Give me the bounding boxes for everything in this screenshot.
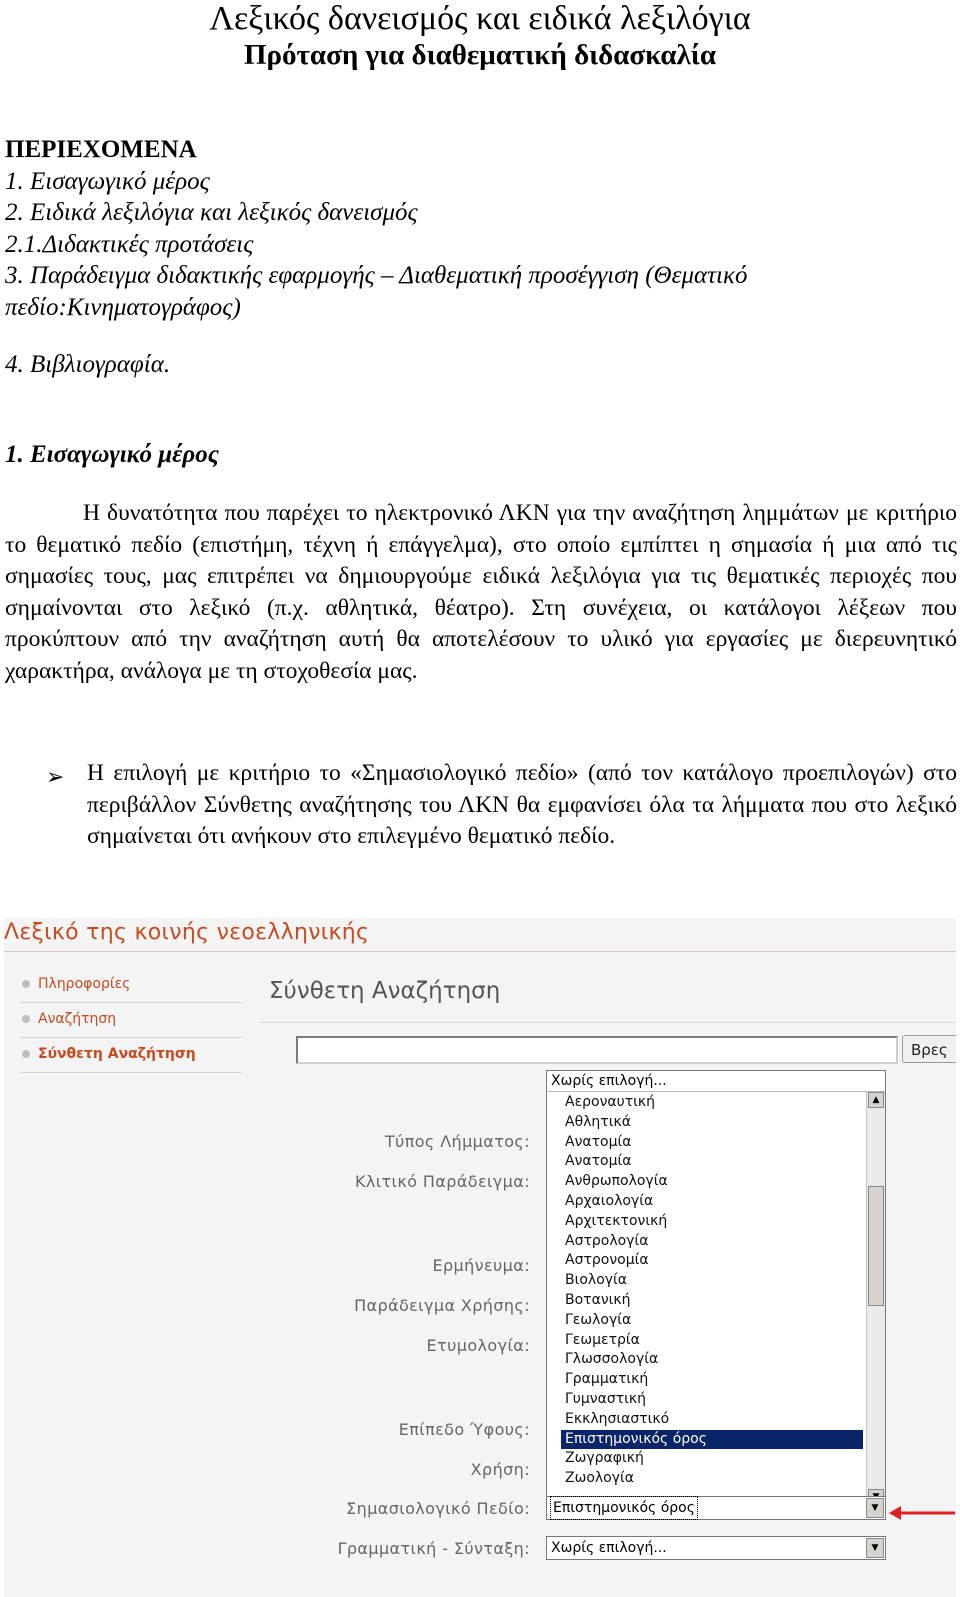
bullet-icon xyxy=(22,1015,30,1023)
document-title: Λεξικός δανεισμός και ειδικά λεξιλόγια xyxy=(209,0,751,37)
inflection-label: Κλιτικό Παράδειγμα: xyxy=(354,1172,530,1191)
dropdown-option[interactable]: Ανατομία xyxy=(565,1153,632,1170)
sidebar-item-search[interactable] xyxy=(20,1003,242,1038)
sidebar-item-info[interactable] xyxy=(20,968,242,1003)
table-of-contents xyxy=(5,134,748,381)
dropdown-option[interactable]: Γραμματική xyxy=(565,1371,649,1388)
usage-example-label: Παράδειγμα Χρήσης: xyxy=(354,1296,530,1315)
semantic-field-dropdown-list[interactable] xyxy=(546,1070,886,1506)
select-value: Επιστημονικός όρος xyxy=(551,1497,697,1519)
document-subtitle: Πρόταση για διαθεματική διδασκαλία xyxy=(243,39,717,71)
embedded-screenshot xyxy=(4,918,956,1597)
grammar-syntax-select[interactable] xyxy=(546,1536,886,1560)
sidebar-item-label: Αναζήτηση xyxy=(38,1011,117,1027)
search-input[interactable] xyxy=(296,1036,898,1064)
toc-item: πεδίο:Κινηματογράφος) xyxy=(5,293,241,321)
dropdown-option-selected[interactable]: Επιστημονικός όρος xyxy=(561,1430,863,1450)
paragraph xyxy=(5,498,957,688)
sidebar-item-label: Πληροφορίες xyxy=(38,976,131,992)
dropdown-option[interactable]: Βοτανική xyxy=(565,1291,631,1308)
page-title: Σύνθετη Αναζήτηση xyxy=(269,978,501,1004)
semantic-field-select[interactable] xyxy=(546,1496,886,1520)
paragraph-text: Η δυνατότητα που παρέχει το ηλεκτρονικό ΛΚΝ για την αναζήτηση λημμάτων με κριτήριο το θεματικό πεδίο (επιστήμη, τέχνη ή επάγγελμα), στο οποίο εμπίπτει η σημασία ή μια από τις σημασίες τους, μας επιτρέπει να δημιουργούμε ειδικά λεξιλόγια για τις θεματικές περιοχές που σημαίνονται στο λεξικό (π.χ. αθλητικά, θέατρο). Στη συνέχεια, οι κατάλογοι λέξεων που προκύπτουν από την αναζήτηση αυτή θα αποτελέσουν το υλικό για εργασίες με διερευνητικό χαρακτήρα, ανάλογα με τη στοχοθεσία μας. xyxy=(5,500,957,684)
usage-label: Χρήση: xyxy=(470,1460,530,1479)
toc-heading: ΠΕΡΙΕΧΟΜΕΝΑ xyxy=(5,136,197,163)
search-button[interactable]: Βρες xyxy=(902,1035,956,1063)
dropdown-option[interactable]: Εκκλησιαστικό xyxy=(565,1410,670,1427)
chevron-down-icon[interactable]: ▼ xyxy=(866,1538,884,1558)
dropdown-option[interactable]: Ανατομία xyxy=(565,1133,632,1150)
toc-item: 4. Βιβλιογραφία. xyxy=(5,351,171,378)
definition-label: Ερμήνευμα: xyxy=(432,1256,530,1275)
sidebar xyxy=(20,968,242,1073)
red-arrow-icon xyxy=(887,1503,956,1523)
dropdown-option[interactable]: Αστρολογία xyxy=(565,1232,649,1249)
arrow-bullet-icon: ➢ xyxy=(46,764,65,789)
chevron-down-icon[interactable]: ▼ xyxy=(866,1498,884,1518)
etymology-label: Ετυμολογία: xyxy=(426,1336,530,1355)
dropdown-option[interactable]: Ανθρωπολογία xyxy=(565,1173,668,1190)
dropdown-option[interactable]: Γεωλογία xyxy=(565,1311,632,1328)
select-value: Χωρίς επιλογή... xyxy=(551,1540,667,1556)
dropdown-option[interactable]: Αρχιτεκτονική xyxy=(565,1212,668,1229)
sidebar-item-label: Σύνθετη Αναζήτηση xyxy=(38,1046,196,1062)
dropdown-option[interactable]: Βιολογία xyxy=(565,1272,628,1289)
dropdown-options xyxy=(561,1093,863,1489)
sidebar-item-advanced-search[interactable] xyxy=(20,1038,242,1073)
dropdown-option[interactable]: Γεωμετρία xyxy=(565,1331,640,1348)
toc-item: 1. Εισαγωγικό μέρος xyxy=(5,167,210,195)
dropdown-option[interactable]: Αεροναυτική xyxy=(565,1094,656,1110)
bullet-icon xyxy=(22,1050,30,1058)
scroll-up-icon[interactable]: ▲ xyxy=(868,1092,884,1108)
dropdown-head[interactable]: Χωρίς επιλογή... xyxy=(547,1071,885,1092)
style-level-label: Επίπεδο Ύφους: xyxy=(398,1420,530,1439)
section-heading: 1. Εισαγωγικό μέρος xyxy=(5,441,219,468)
dropdown-option[interactable]: Ζωολογία xyxy=(565,1470,634,1487)
dropdown-option[interactable]: Αστρονομία xyxy=(565,1252,649,1269)
dropdown-scrollbar[interactable] xyxy=(866,1092,885,1505)
dropdown-option[interactable]: Γυμναστική xyxy=(565,1390,647,1407)
grammar-syntax-label: Γραμματική - Σύνταξη: xyxy=(337,1539,530,1558)
dropdown-option[interactable]: Αθλητικά xyxy=(565,1113,631,1130)
lemma-type-label: Τύπος Λήμματος: xyxy=(384,1132,530,1151)
scrollbar-thumb[interactable] xyxy=(868,1186,884,1306)
dropdown-option[interactable]: Αρχαιολογία xyxy=(565,1192,654,1209)
title-divider xyxy=(4,951,956,952)
semantic-field-label: Σημασιολογικό Πεδίο: xyxy=(346,1499,530,1518)
dropdown-option[interactable]: Ζωγραφική xyxy=(565,1450,644,1467)
bullet-paragraph: Η επιλογή με κριτήριο το «Σημασιολογικό πεδίο» (από τον κατάλογο προεπιλογών) στο περιβάλλον Σύνθετης αναζήτησης του ΛΚΝ θα εμφανίσει όλα τα λήμματα που στο λεξικό σημαίνεται ότι ανήκουν στο επιλεγμένο θεματικό πεδίο. xyxy=(87,760,957,850)
toc-item: 3. Παράδειγμα διδακτικής εφαρμογής – Διαθεματική προσέγγιση (Θεματικό xyxy=(5,262,748,289)
bullet-icon xyxy=(22,980,30,988)
toc-item: 2. Ειδικά λεξιλόγια και λεξικός δανεισμός xyxy=(5,199,418,226)
page-title-divider xyxy=(259,1022,956,1023)
dropdown-option[interactable]: Γλωσσολογία xyxy=(565,1351,659,1368)
site-title: Λεξικό της κοινής νεοελληνικής xyxy=(4,920,370,945)
toc-item: 2.1.Διδακτικές προτάσεις xyxy=(5,230,254,258)
